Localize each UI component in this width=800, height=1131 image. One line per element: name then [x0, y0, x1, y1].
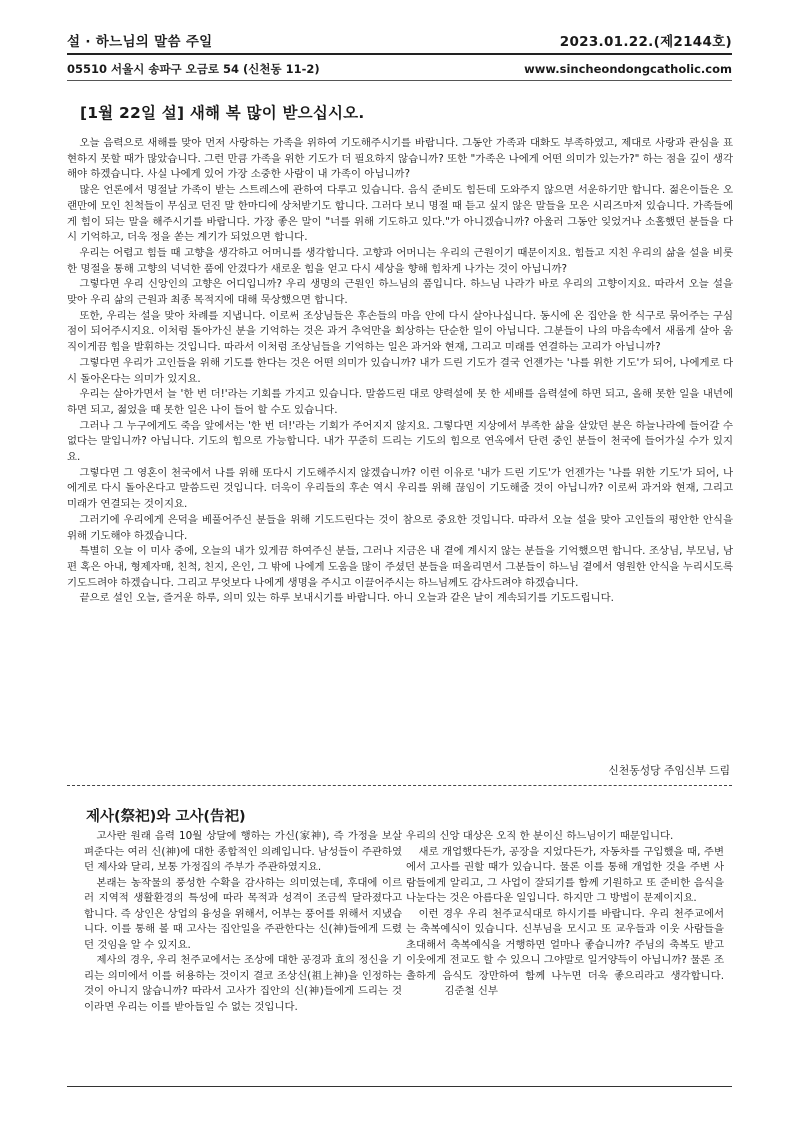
article-body [67, 136, 733, 607]
column-author: 김준철 신부 [444, 985, 498, 997]
masthead [67, 28, 732, 50]
column-title: 제사(祭祀)와 고사(告祀) [86, 809, 246, 825]
subline-rule [67, 80, 732, 81]
column-paragraph: 본래는 농작물의 풍성한 수확을 감사하는 의미였는데, 후대에 이르러 지역적 생활환경의 특성에 따라 목적과 성격이 조금씩 달라졌다고 합니다. 즉 상인은 상업의 융성을 위해서, 어부는 풍어를 위해서 지냈습니다. 이를 통해 볼 때 고사는 집안일을 주관한다는 신(神)들에게 드렸던 것임을 알 수 있지요. [84, 876, 402, 951]
masthead-rule [67, 53, 732, 55]
parish-address: 05510 서울시 송파구 오금로 54 (신천동 11-2) [67, 62, 320, 76]
section-divider [67, 785, 732, 786]
article-paragraph: 많은 언론에서 명절날 가족이 받는 스트레스에 관하여 다루고 있습니다. 음식 준비도 힘든데 도와주지 않으면 서운하기만 합니다. 젊은이들은 오랜만에 모인 친척들이 무심코 던진 말 한마디에 상처받기도 합니다. 그러다 보니 명절 때 듣고 싶지 않은 말들을 모은 시리즈마저 있습니다. 가족들에게 힘이 되는 말을 해주시기를 바랍니다. 가장 좋은 말이 "너를 위해 기도하고 있다."가 아니겠습니까? 아울러 그동안 잊었거나 소홀했던 분들을 다시 기억하고, 더욱 정을 쏟는 계기가 되었으면 합니다. [67, 184, 733, 244]
column-paragraph: 제사의 경우, 우리 천주교에서는 조상에 대한 공경과 효의 정신을 기리는 의미에서 이를 허용하는 것이지 결코 조상신(祖上神)을 인정하는 것이 아니지 않습니까? 따라서 고사가 집안의 신(神)들에게 드리는 것이라면 우리는 이를 받아들일 수 없는 것입니다. [84, 954, 402, 1013]
column-paragraph: 고사란 원래 음력 10월 상달에 행하는 가신(家神), 즉 가정을 보살펴준다는 여러 신(神)에 대한 종합적인 의례입니다. 남성들이 주관하였던 제사와 달리, 보통 가정집의 주부가 주관하였지요. [84, 830, 402, 873]
article-paragraph: 또한, 우리는 설을 맞아 차례를 지냅니다. 이로써 조상님들은 후손들의 마음 안에 다시 살아나십니다. 동시에 온 집안을 한 식구로 묶어주는 구심점이 되어주시지요. 이처럼 돌아가신 분을 기억하는 것은 과거 추억만을 회상하는 단순한 일이 아닙니다. 그분들이 나의 마음속에서 새롭게 살아 움직이게끔 힘을 발휘하는 것입니다. 따라서 이처럼 조상님들을 기억하는 일은 과거와 현재, 그리고 미래를 연결하는 고리가 아닙니까? [67, 309, 733, 354]
article-paragraph: 그렇다면 그 영혼이 천국에서 나를 위해 또다시 기도해주시지 않겠습니까? 이런 이유로 '내가 드린 기도'가 언젠가는 '나를 위한 기도'가 되어, 나에게로 다시 돌아온다고 말씀드린 것입니다. 더욱이 우리들의 후손 역시 우리를 위해 끊임이 기도해줄 것이 아닙니까? 이로써 과거와 현재, 그리고 미래가 연결되는 것이지요. [67, 466, 733, 511]
article-paragraph: 그러기에 우리에게 은덕을 베풀어주신 분들을 위해 기도드린다는 것이 참으로 중요한 것입니다. 따라서 오늘 설을 맞아 고인들의 평안한 안식을 위해 기도해야 하겠습니다. [67, 513, 733, 542]
article-paragraph: 특별히 오늘 이 미사 중에, 오늘의 내가 있게끔 하여주신 분들, 그러나 지금은 내 곁에 계시지 않는 분들을 기억했으면 합니다. 조상님, 부모님, 남편 혹은 아내, 형제자매, 친척, 친지, 은인, 그 밖에 나에게 도움을 많이 주셨던 분들을 떠올리면서 그분들이 하느님 곁에서 영원한 안식을 누리시도록 기도드려야 하겠습니다. 그리고 무엇보다 나에게 생명을 주시고 이끌어주시는 하느님께도 감사드려야 하겠습니다. [67, 545, 733, 589]
page-bottom-rule [67, 1086, 732, 1087]
column-paragraph [406, 907, 724, 1000]
column-paragraph-text: 이런 경우 우리 천주교식대로 하시기를 바랍니다. 우리 천주교에서는 축복예식이 있습니다. 신부님을 모시고 또 교우들과 이웃 사람들을 초대해서 축복예식을 거행하면 얼마나 좋습니까? 주님의 축복도 받고 이웃에게 전교도 할 수 있으니 그야말로 일거양득이 아닙니까? 물론 조촐하게 음식도 장만하여 함께 나누면 더욱 좋으리라고 생각합니다. [406, 907, 724, 982]
article-signature: 신천동성당 주임신부 드림 [608, 764, 730, 777]
article-paragraph: 끝으로 설인 오늘, 즐거운 하루, 의미 있는 하루 보내시기를 바랍니다. 아니 오늘과 같은 날이 계속되기를 기도드립니다. [79, 592, 614, 605]
article-paragraph: 우리는 어렵고 힘들 때 고향을 생각하고 어머니를 생각합니다. 고향과 어머니는 우리의 근원이기 때문이지요. 힘들고 지친 우리의 삶을 설을 비롯한 명절을 통해 고향의 넉넉한 품에 안겼다가 새로운 힘을 얻고 다시 세상을 향해 힘차게 나가는 것이 아닙니까? [67, 246, 733, 275]
column-paragraph: 우리의 신앙 대상은 오직 한 분이신 하느님이기 때문입니다. [406, 830, 674, 842]
column-paragraph: 새로 개업했다든가, 공장을 지었다든가, 자동차를 구입했을 때, 주변에서 고사를 권할 때가 있습니다. 물론 이를 통해 개업한 것을 주변 사람들에게 알리고, 그 사업이 잘되기를 함께 기원하고 또 준비한 음식을 나눈다는 것은 아름다운 일입니다. 하지만 그 방법이 문제이지요. [406, 845, 724, 904]
masthead-subline [67, 60, 732, 78]
article-paragraph: 그렇다면 우리가 고인들을 위해 기도를 한다는 것은 어떤 의미가 있습니까? 내가 드린 기도가 결국 언젠가는 '나를 위한 기도'가 되어, 나에게로 다시 돌아온다는 의미가 있지요. [67, 356, 733, 385]
article-paragraph: 오늘 음력으로 새해를 맞아 먼저 사랑하는 가족을 위하여 기도해주시기를 바랍니다. 그동안 가족과 대화도 부족하였고, 제대로 사랑과 관심을 표현하지 못할 때가 많았습니다. 그런 만큼 가족을 위한 기도가 더 필요하지 않습니까? 또한 "가족은 나에게 어떤 의미가 있는가?" 하는 점을 깊이 생각해야 하겠습니다. 사실 나에게 있어 가장 소중한 사람이 내 가족이 아닙니까? [67, 137, 733, 181]
article-paragraph: 그렇다면 우리 신앙인의 고향은 어디입니까? 우리 생명의 근원인 하느님의 품입니다. 하느님 나라가 바로 우리의 고향이지요. 따라서 오늘 설을 맞아 우리 삶의 근원과 최종 목적지에 대해 묵상했으면 합니다. [67, 278, 733, 307]
masthead-issue-title: 설 · 하느님의 말씀 주일 [67, 34, 213, 50]
column-left [84, 829, 402, 1015]
article-paragraph: 그러나 그 누구에게도 죽음 앞에서는 '한 번 더!'라는 기회가 주어지지 않지요. 그렇다면 지상에서 부족한 삶을 살았던 분은 하늘나라에 들어갈 수 없다는 말입니까? 아닙니다. 기도의 힘으로 가능합니다. 내가 꾸준히 드리는 기도의 힘으로 연옥에서 단련 중인 분들이 천국에 들어가실 수가 있지요. [67, 419, 733, 464]
column-right [406, 829, 724, 1000]
article-title: [1월 22일 설] 새해 복 많이 받으십시오. [80, 104, 365, 122]
parish-website-link[interactable]: www.sincheondongcatholic.com [524, 62, 732, 76]
article-paragraph: 우리는 살아가면서 늘 '한 번 더!'라는 기회를 가지고 있습니다. 말씀드린 대로 양력설에 못 한 세배를 음력설에 하면 되고, 올해 못한 일을 내년에 하면 되고, 젊었을 때 못한 일은 나이 들어 할 수도 있습니다. [67, 388, 733, 416]
masthead-issue-date: 2023.01.22.(제2144호) [559, 34, 732, 50]
